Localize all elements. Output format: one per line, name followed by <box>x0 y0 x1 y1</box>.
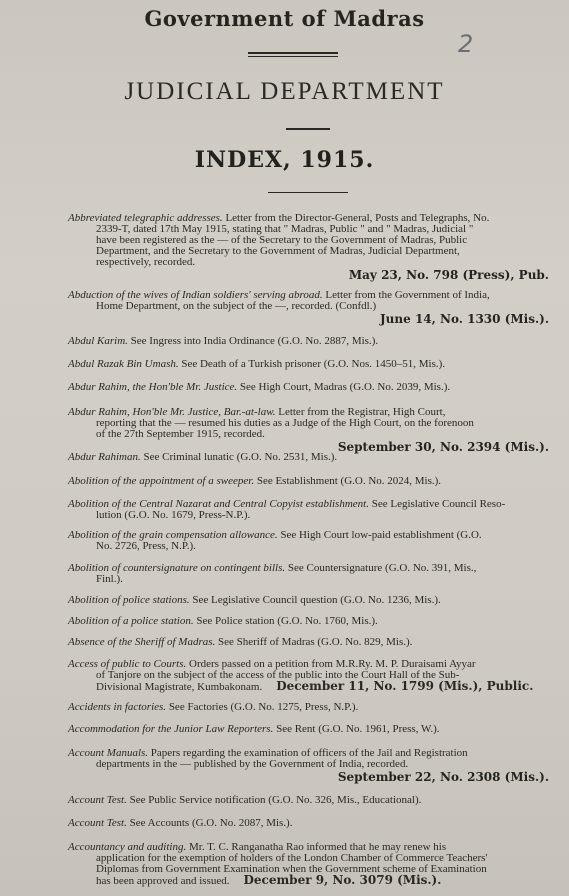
entry-text: Divisional Magistrate, Kumbakonam. December 11, No. 1799 (Mis.), Public. <box>96 679 534 693</box>
entry-heading: Abolition of a police station. <box>68 615 194 627</box>
entry-text: See Ingress into India Ordinance (G.O. No. 2887, Mis.). <box>130 335 379 347</box>
entry-text: See Accounts (G.O. No. 2087, Mis.). <box>129 817 293 829</box>
entry-text: Letter from the Registrar, High Court, <box>278 406 446 418</box>
index-entry <box>0 563 569 585</box>
index-entry <box>0 818 569 829</box>
index-entry <box>0 290 569 326</box>
entry-text: See Death of a Turkish prisoner (G.O. Nos. 1450–51, Mis.). <box>181 358 446 370</box>
entry-first-line <box>0 724 569 735</box>
index-entry <box>0 476 569 487</box>
entry-text: have been registered as the — of the Secretary to the Government of Madras, Public <box>96 234 468 246</box>
entry-reference: December 9, No. 3079 (Mis.). <box>243 873 442 887</box>
entry-text: See Criminal lunatic (G.O. No. 2531, Mis.). <box>143 451 338 463</box>
entry-heading: Accidents in factories. <box>68 701 167 713</box>
entry-text: See Legislative Council Reso- <box>371 498 506 510</box>
index-entry <box>0 530 569 552</box>
entry-text: See Countersignature (G.O. No. 391, Mis., <box>287 562 477 574</box>
entry-heading: Abbreviated telegraphic addresses. <box>68 212 223 224</box>
index-entry <box>0 842 569 887</box>
entry-first-line <box>0 795 569 806</box>
entry-first-line <box>0 452 569 463</box>
entry-text: departments in the — published by the Government of India, recorded. <box>96 758 409 770</box>
entry-text: lution (G.O. No. 1679, Press-N.P.). <box>96 509 251 521</box>
entry-text: See High Court low-paid establishment (G.O. <box>280 529 482 541</box>
index-entry <box>0 795 569 806</box>
entry-first-line <box>0 359 569 370</box>
entry-heading: Abdur Rahiman. <box>68 451 141 463</box>
entry-first-line <box>0 702 569 713</box>
entry-heading: Abolition of the appointment of a sweeper. <box>68 475 255 487</box>
entry-text: application for the exemption of holders of the London Chamber of Commerce Teachers' <box>96 852 488 864</box>
entry-heading: Accountancy and auditing. <box>68 841 187 853</box>
entry-first-line <box>0 818 569 829</box>
entry-text: of the 27th September 1915, recorded. <box>96 428 265 440</box>
entry-first-line <box>0 530 569 541</box>
entry-reference: September 22, No. 2308 (Mis.). <box>337 770 549 784</box>
entry-text: Letter from the Government of India, <box>325 289 490 301</box>
index-entry <box>0 702 569 713</box>
entry-text: reporting that the — resumed his duties as a Judge of the High Court, on the forenoon <box>96 417 474 429</box>
entry-heading: Abdur Rahim, the Hon'ble Mr. Justice. <box>68 381 238 393</box>
entry-heading: Abolition of police stations. <box>68 594 190 606</box>
entry-heading: Abdur Rahim, Hon'ble Mr. Justice, Bar.-at-law. <box>68 406 276 418</box>
entry-text: See Police station (G.O. No. 1760, Mis.). <box>196 615 378 627</box>
entry-text: See Factories (G.O. No. 1275, Press, N.P.). <box>168 701 359 713</box>
entry-heading: Account Test. <box>68 817 127 829</box>
entry-text: Mr. T. C. Ranganatha Rao informed that he may renew his <box>188 841 447 853</box>
entry-heading: Abolition of countersignature on contingent bills. <box>68 562 286 574</box>
entry-reference: June 14, No. 1330 (Mis.). <box>380 312 549 326</box>
index-entry <box>0 748 569 784</box>
entry-text: has been approved and issued. December 9, No. 3079 (Mis.). <box>96 873 442 887</box>
index-entry <box>0 213 569 282</box>
index-entry <box>0 659 569 693</box>
entry-heading: Accommodation for the Junior Law Reporters. <box>68 723 274 735</box>
entry-text: Department, and the Secretary to the Government of Madras, Judicial Department, <box>96 245 460 257</box>
entry-text: of Tanjore on the subject of the access of the public into the Court Hall of the Sub- <box>96 669 460 681</box>
entry-text: See High Court, Madras (G.O. No. 2039, Mis.). <box>239 381 451 393</box>
entry-reference: September 30, No. 2394 (Mis.). <box>337 440 549 454</box>
index-entry <box>0 616 569 627</box>
entry-text: Diplomas from Government Examination when the Government scheme of Examination <box>96 863 487 875</box>
entry-first-line <box>0 336 569 347</box>
entry-reference: December 11, No. 1799 (Mis.), Public. <box>276 679 534 693</box>
short-rule <box>286 128 330 130</box>
entry-text: See Sheriff of Madras (G.O. No. 829, Mis.). <box>218 636 413 648</box>
entry-text: Orders passed on a petition from M.R.Ry. M. P. Duraisami Ayyar <box>189 658 476 670</box>
entry-heading: Abduction of the wives of Indian soldiers' serving abroad. <box>68 289 323 301</box>
entry-first-line <box>0 616 569 627</box>
entry-text: Finl.). <box>96 573 123 585</box>
index-entry <box>0 724 569 735</box>
entry-text: Home Department, on the subject of the —, recorded. (Confdl.) <box>96 300 377 312</box>
index-entry <box>0 359 569 370</box>
entry-text: Letter from the Director-General, Posts and Telegraphs, No. <box>225 212 490 224</box>
heading-rule <box>248 52 338 57</box>
entry-reference: May 23, No. 798 (Press), Pub. <box>348 268 549 282</box>
entry-first-line <box>0 476 569 487</box>
entry-heading: Access of public to Courts. <box>68 658 187 670</box>
entry-first-line <box>0 637 569 648</box>
entry-text: Papers regarding the examination of officers of the Jail and Registration <box>150 747 468 759</box>
entry-text: 2339-T, dated 17th May 1915, stating that " Madras, Public " and " Madras, Judicial " <box>96 223 474 235</box>
entry-heading: Abdul Razak Bin Umash. <box>68 358 179 370</box>
entry-first-line <box>0 382 569 393</box>
department-title: JUDICIAL DEPARTMENT <box>124 78 445 105</box>
index-entry <box>0 595 569 606</box>
government-heading: Government of Madras <box>144 6 425 31</box>
entry-text: See Public Service notification (G.O. No. 326, Mis., Educational). <box>129 794 422 806</box>
index-entry <box>0 499 569 521</box>
entry-heading: Abdul Karim. <box>68 335 128 347</box>
entry-text: See Legislative Council question (G.O. No. 1236, Mis.). <box>192 594 441 606</box>
entry-heading: Abolition of the grain compensation allowance. <box>68 529 278 541</box>
entry-heading: Abolition of the Central Nazarat and Central Copyist establishment. <box>68 498 369 510</box>
entry-text: See Rent (G.O. No. 1961, Press, W.). <box>276 723 440 735</box>
index-rule <box>268 192 348 193</box>
index-title: INDEX, 1915. <box>194 147 375 173</box>
page-number: 2 <box>458 30 474 58</box>
entry-first-line <box>0 595 569 606</box>
index-entry <box>0 637 569 648</box>
entry-text: respectively, recorded. <box>96 256 196 268</box>
index-entry <box>0 452 569 463</box>
entry-text: No. 2726, Press, N.P.). <box>96 540 196 552</box>
index-entry <box>0 382 569 393</box>
index-entry <box>0 336 569 347</box>
entry-heading: Account Test. <box>68 794 127 806</box>
entry-text: See Establishment (G.O. No. 2024, Mis.). <box>256 475 442 487</box>
entry-heading: Absence of the Sheriff of Madras. <box>68 636 216 648</box>
index-entry <box>0 407 569 454</box>
entry-first-line <box>0 563 569 574</box>
entry-first-line <box>0 499 569 510</box>
entry-heading: Account Manuals. <box>68 747 149 759</box>
